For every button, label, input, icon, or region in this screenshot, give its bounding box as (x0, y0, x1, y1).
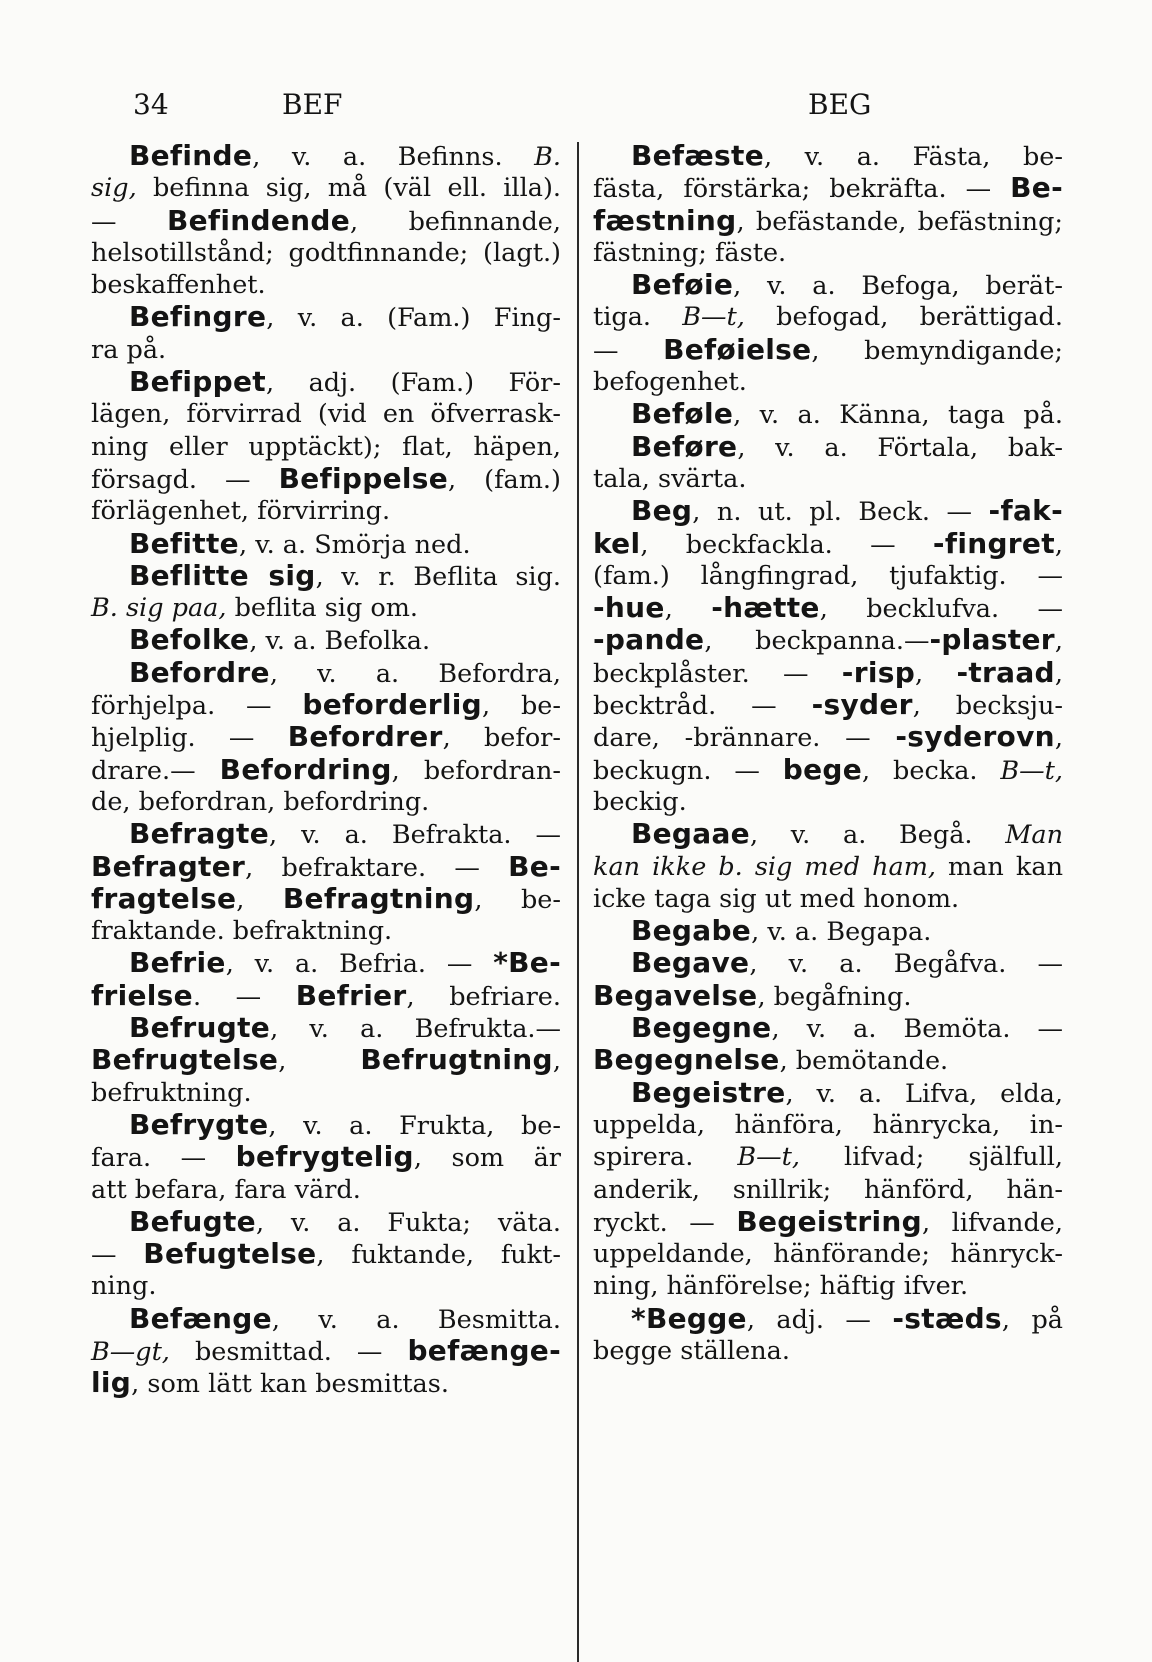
headword: Begeistre (631, 1075, 786, 1109)
italic-text: sig, (91, 173, 137, 204)
definition-text: beflita sig om. (226, 593, 419, 624)
text-line (593, 947, 1063, 979)
text-line (593, 1109, 1063, 1141)
headword: lig (91, 1366, 132, 1400)
definition-text: försagd. — (91, 464, 279, 495)
headword: befænge- (407, 1333, 561, 1367)
text-line (91, 624, 561, 656)
definition-text: , becklufva. — (819, 594, 1063, 625)
text-line (593, 172, 1063, 204)
headword: Befolke (129, 623, 250, 657)
text-line (593, 140, 1063, 172)
text-line (91, 463, 561, 495)
text-line (593, 1270, 1063, 1302)
definition-text: , befriare. (406, 981, 561, 1012)
headword: Befippet (129, 365, 266, 399)
definition-text: lifvad; själfull, (800, 1142, 1063, 1173)
text-line (593, 1238, 1063, 1270)
definition-text: , v. a. Fukta; väta. (255, 1207, 561, 1238)
definition-text: befinna sig, må (väl ell. illa). (136, 173, 561, 204)
definition-text: att befara, fara värd. (91, 1174, 361, 1205)
text-line (593, 754, 1063, 786)
headword: *Be- (493, 946, 561, 980)
text-line (593, 1044, 1063, 1076)
headword: -risp (841, 655, 916, 689)
definition-text: , befinnande, (350, 206, 561, 237)
headword: Befrugte (129, 1011, 271, 1045)
text-line (91, 980, 561, 1012)
definition-text: beskaffenhet. (91, 270, 266, 301)
italic-text: B—gt, (91, 1336, 170, 1367)
italic-text: B—t, (737, 1142, 800, 1173)
headword: Befordre (129, 655, 270, 689)
text-line (593, 786, 1063, 818)
italic-text: B—t, (682, 302, 745, 333)
text-line (593, 1335, 1063, 1367)
definition-text: befogad, berättigad. (744, 302, 1063, 333)
right-column (593, 140, 1063, 1367)
definition-text: , fuktande, fukt- (316, 1240, 561, 1271)
definition-text: , begåfning. (757, 981, 912, 1012)
definition-text: , v. a. Befoga, berät- (733, 271, 1063, 302)
text-line (91, 657, 561, 689)
text-line (91, 883, 561, 915)
headword: -fingret (932, 526, 1055, 560)
definition-text: , (278, 1046, 361, 1077)
right-guide-word: BEG (808, 88, 872, 121)
definition-text: , befästande, befästning; (736, 206, 1063, 237)
definition-text: , v. a. Befrukta.— (270, 1014, 561, 1045)
definition-text: fara. — (91, 1143, 236, 1174)
headword: -traad (956, 655, 1055, 689)
definition-text: , v. a. Besmitta. (271, 1304, 561, 1335)
text-line (593, 366, 1063, 398)
definition-text: , v. a. Fästa, be- (764, 142, 1063, 172)
definition-text: , v. a. Smörja ned. (238, 529, 471, 560)
definition-text: fästning; fäste. (593, 237, 787, 268)
text-line (91, 1044, 561, 1076)
definition-text: , v. r. Beflita sig. (315, 561, 562, 592)
headword: Befitte (129, 526, 239, 560)
headword: Befrygte (129, 1107, 269, 1141)
definition-text: , v. a. Begåfva. — (749, 949, 1063, 980)
headword: Be- (1010, 171, 1063, 205)
definition-text: ra på. (91, 334, 167, 365)
headword: Befinde (129, 139, 253, 172)
left-guide-word: BEF (282, 88, 343, 121)
left-column (91, 140, 561, 1400)
definition-text: beckig. (593, 786, 687, 817)
definition-text: anderik, snillrik; hänförd, hän- (593, 1174, 1063, 1205)
definition-text: lägen, förvirrad (vid en öfverrask- (91, 399, 561, 430)
definition-text: , v. a. Begapa. (751, 917, 932, 948)
definition-text: , befordran- (391, 755, 561, 786)
headword: Befrie (129, 946, 226, 980)
headword: Begeistring (736, 1204, 923, 1238)
definition-text: , bemyndigande; (811, 335, 1063, 366)
definition-text: , på (1001, 1304, 1063, 1335)
text-line (593, 1206, 1063, 1238)
headword: *Begge (631, 1301, 747, 1335)
definition-text: , be- (482, 691, 561, 722)
text-line (91, 172, 561, 204)
text-line (91, 495, 561, 527)
definition-text: . — (192, 981, 296, 1012)
headword: Begegne (631, 1011, 772, 1045)
headword: bege (782, 752, 863, 786)
text-line (593, 883, 1063, 915)
headword: Befrugtning (360, 1043, 553, 1077)
definition-text: , beckfackla. — (640, 529, 933, 560)
headword: Beg (631, 494, 693, 528)
definition-text: , lifvande, (922, 1207, 1063, 1238)
definition-text: , (664, 594, 712, 625)
text-line (593, 1012, 1063, 1044)
definition-text: icke taga sig ut med honom. (593, 883, 960, 914)
text-line (593, 624, 1063, 656)
headword: Befragter (91, 849, 246, 883)
text-line (593, 980, 1063, 1012)
italic-text: B. (534, 142, 561, 172)
text-line (593, 463, 1063, 495)
headword: -stæds (892, 1301, 1002, 1335)
headword: Befæste (631, 139, 764, 172)
headword: befrygtelig (235, 1140, 414, 1174)
definition-text: , (1054, 658, 1063, 689)
headword: Befindende (166, 203, 351, 237)
text-line (91, 1238, 561, 1270)
text-line (593, 205, 1063, 237)
definition-text: , v. a. Känna, taga på. (733, 400, 1063, 431)
text-line (91, 431, 561, 463)
definition-text: befogenhet. (593, 367, 747, 398)
text-line (593, 657, 1063, 689)
headword: frielse (91, 978, 193, 1012)
definition-text: , v. a. Befria. — (225, 949, 494, 980)
definition-text: , (1054, 723, 1063, 754)
definition-text: , v. a. Förtala, bak- (737, 432, 1063, 463)
text-line (91, 398, 561, 430)
headword: Befingre (129, 300, 267, 334)
definition-text: , v. a. Befrakta. — (269, 820, 561, 851)
definition-text: , be- (474, 884, 561, 915)
headword: Befugte (129, 1204, 256, 1238)
definition-text: , som lätt kan besmittas. (131, 1369, 449, 1400)
headword: -syder (811, 688, 913, 722)
text-line (593, 818, 1063, 850)
text-line (91, 915, 561, 947)
headword: -hætte (711, 591, 820, 625)
text-line (91, 1012, 561, 1044)
definition-text: förhjelpa. — (91, 691, 303, 722)
running-header (0, 88, 1152, 128)
headword: Be- (508, 849, 561, 883)
italic-text: Man (1005, 820, 1063, 851)
definition-text: , becka. (862, 755, 1001, 786)
definition-text: beckugn. — (593, 755, 783, 786)
text-line (593, 431, 1063, 463)
headword: Befænge (129, 1301, 272, 1335)
headword: Beføie (631, 268, 734, 302)
definition-text: , v. a. Bemöta. — (771, 1014, 1063, 1045)
text-line (593, 528, 1063, 560)
definition-text: tiga. (593, 302, 683, 333)
definition-text: — (593, 335, 664, 366)
definition-text: , (1054, 626, 1063, 657)
definition-text: begge ställena. (593, 1335, 790, 1366)
definition-text: , beckpanna.— (704, 626, 930, 657)
text-line (91, 1141, 561, 1173)
definition-text: , v. a. Lifva, elda, (785, 1078, 1063, 1109)
headword: -hue (593, 591, 665, 625)
headword: fæstning (593, 203, 737, 237)
headword: Begegnelse (593, 1043, 780, 1077)
text-line (91, 560, 561, 592)
text-line (91, 721, 561, 753)
italic-text: B. sig paa, (91, 593, 227, 624)
definition-text: , befor- (442, 723, 561, 754)
definition-text: ning eller upptäckt); flat, häpen, (91, 431, 561, 462)
headword: Begavelse (593, 978, 758, 1012)
definition-text: , v. a. Frukta, be- (268, 1110, 561, 1141)
headword: Befordring (219, 752, 392, 786)
definition-text: drare.— (91, 755, 220, 786)
definition-text: man kan (936, 851, 1063, 882)
definition-text: — (91, 1240, 144, 1271)
definition-text: , adj. — (746, 1304, 893, 1335)
text-line (91, 205, 561, 237)
text-line (91, 851, 561, 883)
text-line (593, 1174, 1063, 1206)
definition-text: helsotillstånd; godtfinnande; (lagt.) (91, 237, 561, 268)
headword: -plaster (929, 623, 1055, 657)
definition-text: , (236, 884, 283, 915)
text-line (593, 721, 1063, 753)
definition-text: förlägenhet, förvirring. (91, 496, 391, 527)
headword: Befugtelse (143, 1237, 317, 1271)
definition-text: beckplåster. — (593, 658, 842, 689)
text-line (91, 1077, 561, 1109)
definition-text: dare, -brännare. — (593, 723, 896, 754)
italic-text: B—t, (1000, 755, 1063, 786)
text-line (91, 947, 561, 979)
column-divider (577, 142, 579, 1662)
text-line (593, 398, 1063, 430)
definition-text: hjelplig. — (91, 723, 288, 754)
definition-text: (fam.) långfingrad, tjufaktig. — (593, 560, 1063, 591)
headword: fragtelse (91, 881, 237, 915)
text-line (593, 301, 1063, 333)
text-line (593, 237, 1063, 269)
text-line (91, 1335, 561, 1367)
definition-text: becktråd. — (593, 691, 812, 722)
text-line (91, 1367, 561, 1399)
definition-text: , (552, 1046, 561, 1077)
text-line (593, 1141, 1063, 1173)
text-line (593, 495, 1063, 527)
text-line (593, 592, 1063, 624)
headword: Begave (631, 946, 750, 980)
text-line (593, 269, 1063, 301)
definition-text: , becksju- (912, 691, 1063, 722)
italic-text: kan ikke b. sig med ham, (593, 851, 936, 882)
text-line (91, 140, 561, 172)
text-line (91, 269, 561, 301)
definition-text: fraktande. befraktning. (91, 916, 393, 947)
headword: beforderlig (302, 688, 483, 722)
definition-text: , v. a. Befordra, (269, 658, 561, 689)
headword: Befragte (129, 817, 270, 851)
definition-text: ning, hänförelse; häftig ifver. (593, 1271, 969, 1302)
headword: -fak- (988, 494, 1063, 528)
text-line (593, 915, 1063, 947)
definition-text: , (915, 658, 957, 689)
definition-text: spirera. (593, 1142, 738, 1173)
definition-text: , v. a. Befinns. (252, 142, 535, 172)
text-line (91, 1270, 561, 1302)
text-line (91, 366, 561, 398)
definition-text: befruktning. (91, 1077, 252, 1108)
definition-text: ryckt. — (593, 1207, 737, 1238)
headword: Begaae (631, 817, 750, 851)
headword: Beføle (631, 397, 734, 431)
definition-text: fästa, förstärka; bekräfta. — (593, 174, 1011, 205)
headword: Befordrer (287, 720, 443, 754)
definition-text: , (fam.) (448, 464, 561, 495)
headword: Beføre (631, 429, 738, 463)
headword: Begabe (631, 914, 752, 948)
text-line (593, 1077, 1063, 1109)
text-line (593, 851, 1063, 883)
text-line (91, 237, 561, 269)
definition-text: besmittad. — (169, 1336, 408, 1367)
definition-text: ning. (91, 1271, 157, 1302)
text-line (91, 786, 561, 818)
definition-text: , v. a. Begå. (749, 820, 1006, 851)
definition-text: , n. ut. pl. Beck. — (692, 497, 989, 528)
definition-text: , (1054, 529, 1063, 560)
definition-text: , befraktare. — (245, 852, 509, 883)
text-line (593, 334, 1063, 366)
definition-text: tala, svärta. (593, 463, 747, 494)
text-line (91, 301, 561, 333)
page-number: 34 (133, 88, 169, 121)
text-line (593, 1303, 1063, 1335)
headword: Beflitte sig (129, 558, 316, 592)
definition-text: , v. a. Befolka. (249, 626, 431, 657)
text-line (593, 689, 1063, 721)
text-line (91, 334, 561, 366)
headword: Befippelse (278, 461, 449, 495)
definition-text: uppeldande, hänförande; hänryck- (593, 1239, 1063, 1270)
headword: Befragtning (282, 881, 475, 915)
headword: Befrugtelse (91, 1043, 279, 1077)
definition-text: , v. a. (Fam.) Fing- (266, 303, 561, 334)
headword: kel (593, 526, 641, 560)
text-line (91, 1174, 561, 1206)
text-line (593, 560, 1063, 592)
definition-text: de, befordran, befordring. (91, 786, 430, 817)
text-line (91, 689, 561, 721)
definition-text: , som är (413, 1143, 561, 1174)
text-line (91, 592, 561, 624)
headword: -syderovn (895, 720, 1055, 754)
headword: Befrier (295, 978, 407, 1012)
text-line (91, 528, 561, 560)
definition-text: uppelda, hänföra, hänrycka, in- (593, 1109, 1063, 1140)
text-line (91, 1109, 561, 1141)
text-line (91, 1206, 561, 1238)
text-line (91, 818, 561, 850)
definition-text: , adj. (Fam.) För- (265, 368, 561, 399)
text-line (91, 754, 561, 786)
definition-text: , bemötande. (779, 1046, 949, 1077)
definition-text: — (91, 206, 167, 237)
headword: -pande (593, 623, 705, 657)
text-line (91, 1303, 561, 1335)
headword: Beføielse (663, 332, 812, 366)
